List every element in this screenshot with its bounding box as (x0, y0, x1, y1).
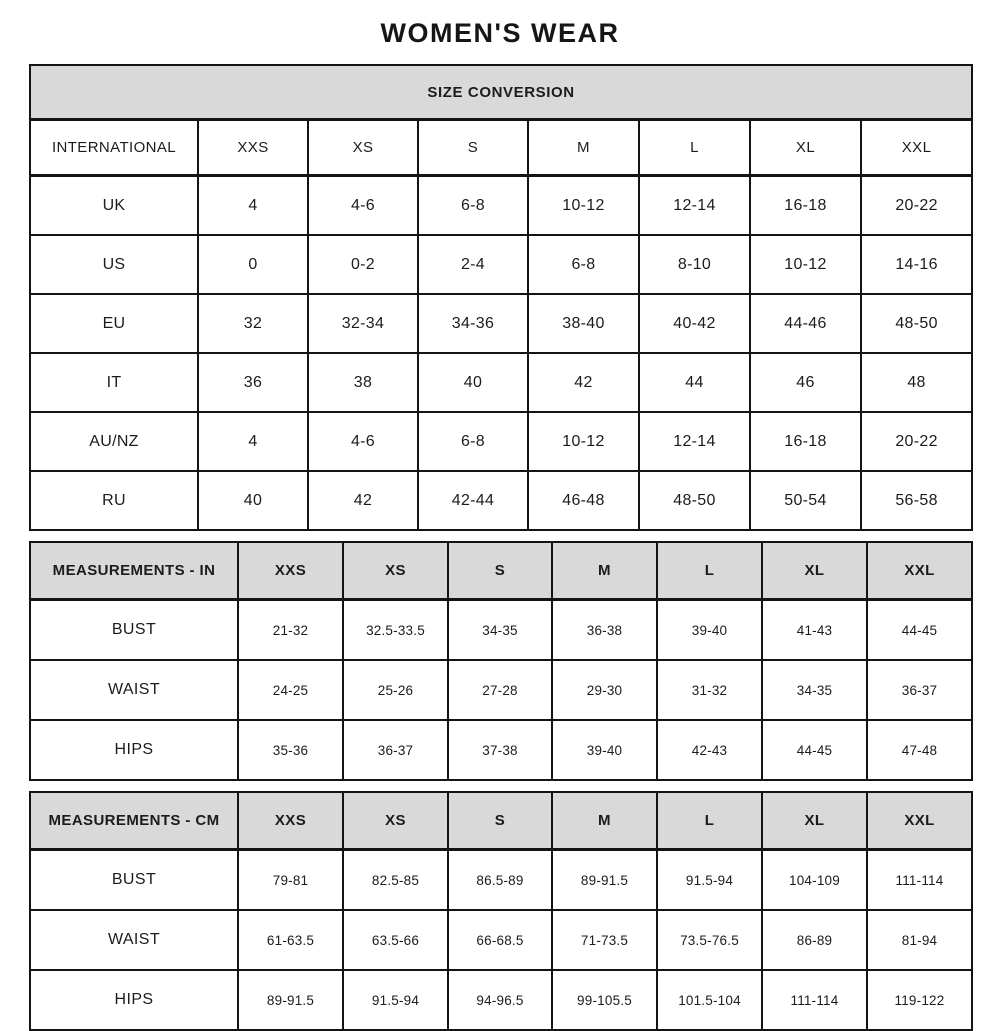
table-row (30, 600, 972, 661)
value-cell: 6-8 (418, 412, 528, 471)
value-cell: 10-12 (528, 176, 639, 236)
value-cell: 46 (750, 353, 861, 412)
value-cell: 10-12 (750, 235, 861, 294)
value-cell: 44 (639, 353, 750, 412)
table-row (30, 970, 972, 1030)
row-label: UK (30, 176, 198, 236)
size-conversion-table (29, 64, 973, 531)
value-cell: 6-8 (528, 235, 639, 294)
value-cell: 32.5-33.5 (343, 600, 448, 661)
value-cell: 101.5-104 (657, 970, 762, 1030)
table-banner-row (30, 65, 972, 120)
value-cell: 39-40 (552, 720, 657, 780)
measurements-cm-table (29, 791, 973, 1031)
value-cell: 79-81 (238, 850, 343, 911)
value-cell: 12-14 (639, 176, 750, 236)
value-cell: 63.5-66 (343, 910, 448, 970)
value-cell: 44-45 (762, 720, 867, 780)
value-cell: 0 (198, 235, 308, 294)
size-col-header: M (552, 792, 657, 850)
table-row (30, 720, 972, 780)
value-cell: 32 (198, 294, 308, 353)
value-cell: 4 (198, 176, 308, 236)
size-col-header: L (657, 792, 762, 850)
value-cell: 6-8 (418, 176, 528, 236)
value-cell: 4-6 (308, 412, 418, 471)
value-cell: 39-40 (657, 600, 762, 661)
size-col-header: S (448, 542, 552, 600)
value-cell: 40-42 (639, 294, 750, 353)
row-label: BUST (30, 600, 238, 661)
table-row (30, 471, 972, 530)
value-cell: 48 (861, 353, 972, 412)
value-cell: 89-91.5 (238, 970, 343, 1030)
value-cell: 35-36 (238, 720, 343, 780)
value-cell: 48-50 (861, 294, 972, 353)
value-cell: 86.5-89 (448, 850, 552, 911)
row-label: US (30, 235, 198, 294)
table-row (30, 850, 972, 911)
value-cell: 48-50 (639, 471, 750, 530)
value-cell: 73.5-76.5 (657, 910, 762, 970)
row-label: EU (30, 294, 198, 353)
size-conversion-banner: SIZE CONVERSION (30, 65, 972, 120)
table-row (30, 910, 972, 970)
size-col-header: XXL (867, 792, 972, 850)
value-cell: 38-40 (528, 294, 639, 353)
size-col-header: XXS (238, 792, 343, 850)
table-row (30, 235, 972, 294)
size-col-header: M (528, 120, 639, 176)
value-cell: 36 (198, 353, 308, 412)
size-col-header: S (418, 120, 528, 176)
value-cell: 66-68.5 (448, 910, 552, 970)
value-cell: 20-22 (861, 412, 972, 471)
value-cell: 10-12 (528, 412, 639, 471)
value-cell: 2-4 (418, 235, 528, 294)
size-col-header: XXS (238, 542, 343, 600)
value-cell: 91.5-94 (343, 970, 448, 1030)
value-cell: 14-16 (861, 235, 972, 294)
row-label: HIPS (30, 720, 238, 780)
table-row (30, 412, 972, 471)
value-cell: 16-18 (750, 412, 861, 471)
size-col-header: XS (308, 120, 418, 176)
value-cell: 111-114 (762, 970, 867, 1030)
value-cell: 42 (528, 353, 639, 412)
value-cell: 41-43 (762, 600, 867, 661)
size-col-header: M (552, 542, 657, 600)
value-cell: 47-48 (867, 720, 972, 780)
table-row (30, 660, 972, 720)
value-cell: 12-14 (639, 412, 750, 471)
table-row (30, 176, 972, 236)
row-label: AU/NZ (30, 412, 198, 471)
value-cell: 71-73.5 (552, 910, 657, 970)
size-col-header: L (639, 120, 750, 176)
row-label: WAIST (30, 910, 238, 970)
value-cell: 56-58 (861, 471, 972, 530)
value-cell: 36-38 (552, 600, 657, 661)
value-cell: 99-105.5 (552, 970, 657, 1030)
size-col-header: XS (343, 542, 448, 600)
size-col-header: S (448, 792, 552, 850)
page-title: WOMEN'S WEAR (380, 18, 620, 48)
value-cell: 61-63.5 (238, 910, 343, 970)
row-label: RU (30, 471, 198, 530)
table-row (30, 294, 972, 353)
value-cell: 36-37 (343, 720, 448, 780)
value-cell: 4 (198, 412, 308, 471)
value-cell: 27-28 (448, 660, 552, 720)
row-label: INTERNATIONAL (30, 120, 198, 176)
value-cell: 37-38 (448, 720, 552, 780)
size-col-header: XXL (867, 542, 972, 600)
value-cell: 8-10 (639, 235, 750, 294)
value-cell: 40 (198, 471, 308, 530)
measurements-header-row (30, 542, 972, 600)
size-col-header: XXS (198, 120, 308, 176)
value-cell: 31-32 (657, 660, 762, 720)
value-cell: 44-45 (867, 600, 972, 661)
size-col-header: XL (762, 792, 867, 850)
value-cell: 32-34 (308, 294, 418, 353)
value-cell: 4-6 (308, 176, 418, 236)
value-cell: 119-122 (867, 970, 972, 1030)
measurements-in-table (29, 541, 973, 781)
value-cell: 94-96.5 (448, 970, 552, 1030)
value-cell: 50-54 (750, 471, 861, 530)
row-label: BUST (30, 850, 238, 911)
value-cell: 36-37 (867, 660, 972, 720)
value-cell: 24-25 (238, 660, 343, 720)
measurements-in-title: MEASUREMENTS - IN (30, 542, 238, 600)
value-cell: 40 (418, 353, 528, 412)
value-cell: 42-43 (657, 720, 762, 780)
value-cell: 25-26 (343, 660, 448, 720)
value-cell: 86-89 (762, 910, 867, 970)
size-col-header: XL (750, 120, 861, 176)
value-cell: 111-114 (867, 850, 972, 911)
size-col-header: XS (343, 792, 448, 850)
size-col-header: XL (762, 542, 867, 600)
value-cell: 38 (308, 353, 418, 412)
row-label: IT (30, 353, 198, 412)
value-cell: 89-91.5 (552, 850, 657, 911)
value-cell: 104-109 (762, 850, 867, 911)
value-cell: 42-44 (418, 471, 528, 530)
value-cell: 34-35 (762, 660, 867, 720)
value-cell: 20-22 (861, 176, 972, 236)
value-cell: 42 (308, 471, 418, 530)
size-col-header: L (657, 542, 762, 600)
size-header-row (30, 120, 972, 176)
value-cell: 34-35 (448, 600, 552, 661)
size-col-header: XXL (861, 120, 972, 176)
value-cell: 46-48 (528, 471, 639, 530)
value-cell: 44-46 (750, 294, 861, 353)
measurements-cm-title: MEASUREMENTS - CM (30, 792, 238, 850)
value-cell: 29-30 (552, 660, 657, 720)
measurements-header-row (30, 792, 972, 850)
value-cell: 0-2 (308, 235, 418, 294)
value-cell: 21-32 (238, 600, 343, 661)
value-cell: 91.5-94 (657, 850, 762, 911)
row-label: WAIST (30, 660, 238, 720)
value-cell: 81-94 (867, 910, 972, 970)
value-cell: 16-18 (750, 176, 861, 236)
value-cell: 82.5-85 (343, 850, 448, 911)
row-label: HIPS (30, 970, 238, 1030)
table-row (30, 353, 972, 412)
value-cell: 34-36 (418, 294, 528, 353)
